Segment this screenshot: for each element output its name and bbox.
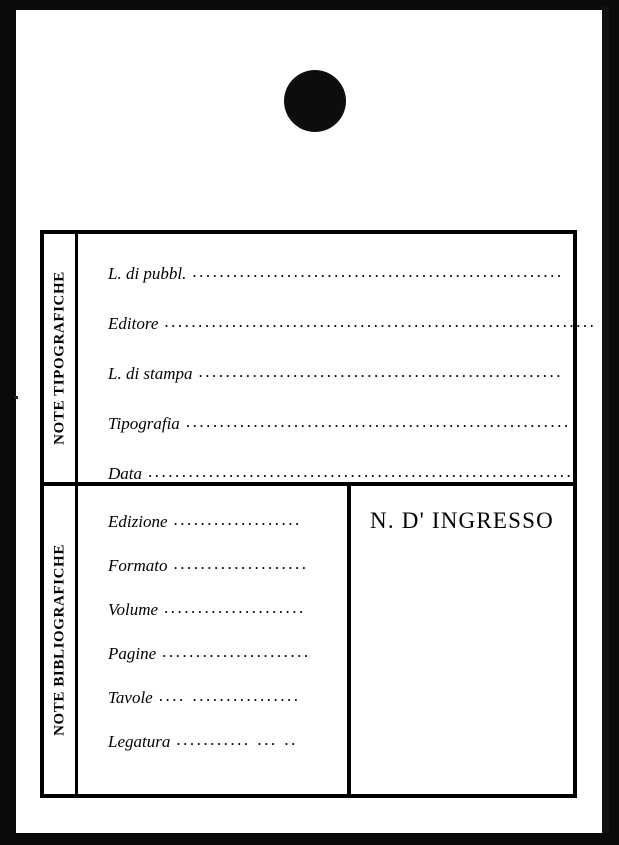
field-row-pagine[interactable] (78, 632, 347, 676)
accession-number-box[interactable] (351, 486, 573, 794)
section-label-text: NOTE BIBLIOGRAFICHE (51, 544, 67, 736)
field-label: Tavole (108, 688, 153, 707)
field-dotted-line: ...................................................... (198, 362, 564, 381)
accession-number-title: N. D' INGRESSO (370, 508, 554, 533)
field-dotted-line: ....................................................... (192, 262, 564, 281)
field-row-volume[interactable] (78, 588, 347, 632)
field-row-formato[interactable] (78, 544, 347, 588)
field-label: Edizione (108, 512, 168, 531)
field-dotted-line: ................................................................ (164, 312, 597, 331)
typographic-fields (78, 234, 614, 482)
field-row-tipografia[interactable] (78, 398, 596, 448)
field-label: L. di stampa (108, 364, 193, 383)
field-row-editore[interactable] (78, 298, 596, 348)
field-dotted-line: ................... (173, 510, 302, 529)
scan-edge-left (0, 0, 16, 845)
field-row-luogo-stampa[interactable] (78, 348, 596, 398)
field-row-legatura[interactable] (78, 720, 347, 764)
field-label: Volume (108, 600, 159, 619)
scan-edge-bottom (0, 833, 619, 845)
form-frame (40, 230, 597, 798)
catalog-card (18, 14, 598, 822)
field-row-luogo-pubblicazione[interactable] (78, 248, 596, 298)
field-dotted-line: ............................................................... (148, 462, 574, 481)
bibliographic-fields (78, 486, 351, 794)
section-label-note-tipografiche (44, 234, 78, 482)
field-dotted-line: .................... (173, 554, 309, 573)
field-label: Editore (108, 314, 159, 333)
section-label-text: NOTE TIPOGRAFICHE (51, 271, 67, 445)
field-dotted-line: ..................... (164, 598, 306, 617)
scan-edge-top (0, 0, 619, 10)
field-label: Formato (108, 556, 168, 575)
punch-hole-icon (284, 70, 346, 132)
field-dotted-line: .... ................ (158, 686, 301, 705)
field-label: Data (108, 464, 142, 483)
section-note-bibliografiche (44, 486, 573, 794)
section-label-note-bibliografiche (44, 486, 78, 794)
field-label: Legatura (108, 732, 171, 751)
section-note-tipografiche (44, 234, 597, 486)
field-label: Tipografia (108, 414, 180, 433)
field-row-tavole[interactable] (78, 676, 347, 720)
field-row-edizione[interactable] (78, 500, 347, 544)
field-label: Pagine (108, 644, 157, 663)
field-dotted-line: ........... ... .. (176, 730, 298, 749)
field-label: L. di pubbl. (108, 264, 187, 283)
field-dotted-line: ...................... (162, 642, 311, 661)
field-dotted-line: ......................................................... (185, 412, 571, 431)
